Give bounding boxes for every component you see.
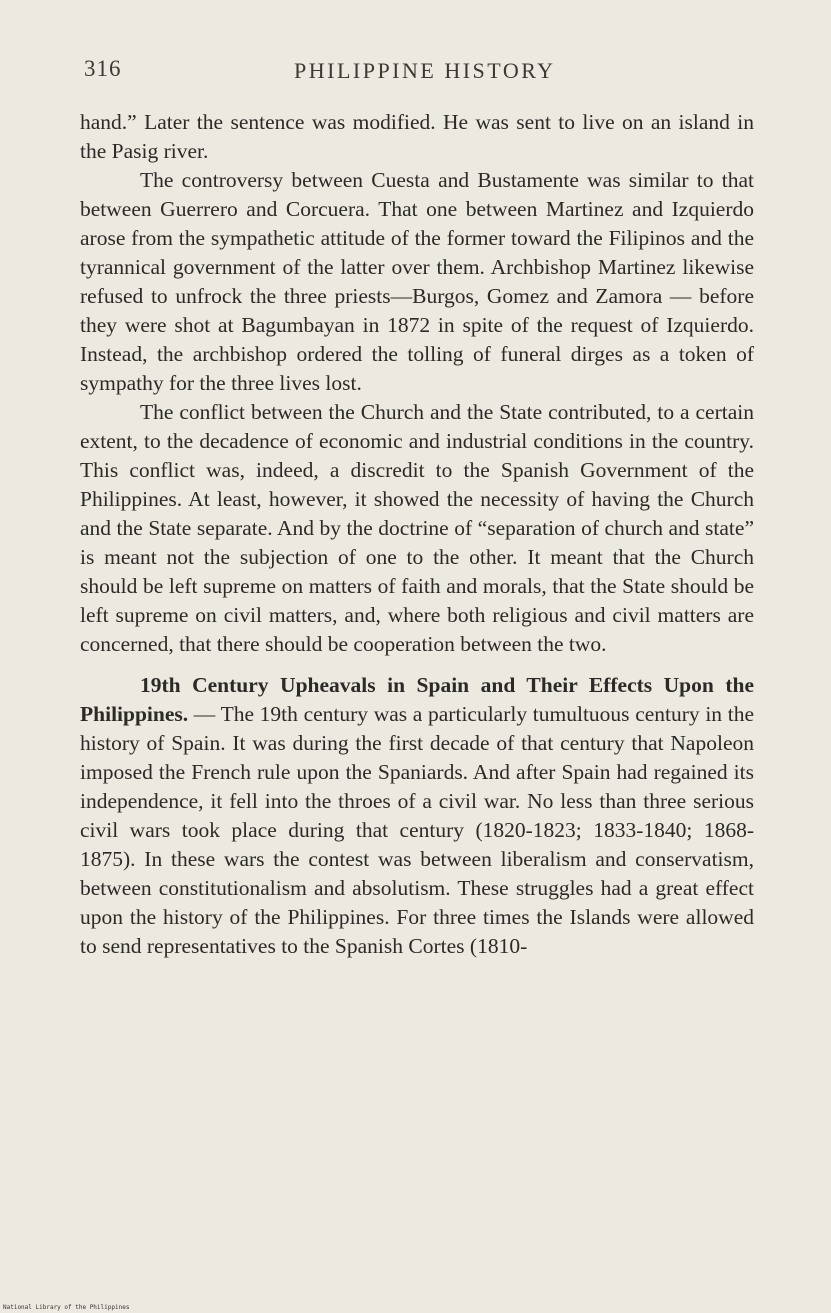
- section-text: — The 19th century was a particularly tumultuous century in the history of Spain. It was during the first decade of that century that Napoleon imposed the French rule upon the Spaniards. And after Spain had regained its independence, it fell into the throes of a civil war. No less than three serious civil wars took place during that century (1820-1823; 1833-1840; 1868-1875). In these wars the contest was between liberalism and conservatism, between constitutionalism and absolutism. These struggles had a great effect upon the history of the Philippines. For three times the Islands were allowed to send representatives to the Spanish Cortes (1810-: [80, 702, 754, 958]
- page-number: 316: [84, 56, 122, 81]
- section-heading: 19th Century Upheavals in Spain and Their Effects Upon the Philippines.: [80, 673, 754, 726]
- body-text: [80, 108, 754, 961]
- section-paragraph: [80, 671, 754, 961]
- page-header: [84, 56, 754, 90]
- library-credit: National Library of the Philippines: [3, 1304, 130, 1311]
- paragraph-continuation: hand.” Later the sentence was modified. He was sent to live on an island in the Pasig river.: [80, 110, 754, 163]
- paragraph-controversy: The controversy between Cuesta and Bustamente was similar to that between Guerrero and Corcuera. That one between Martinez and Izquierdo arose from the sympathetic attitude of the former toward the Filipinos and the tyrannical government of the latter over them. Archbishop Martinez likewise refused to unfrock the three priests—Burgos, Gomez and Zamora — before they were shot at Bagumbayan in 1872 in spite of the request of Izquierdo. Instead, the archbishop ordered the tolling of funeral dirges as a token of sympathy for the three lives lost.: [80, 168, 754, 395]
- running-title: PHILIPPINE HISTORY: [294, 58, 556, 83]
- paragraph-church-state: The conflict between the Church and the State contributed, to a certain extent, to the decadence of economic and industrial conditions in the country. This conflict was, indeed, a discredit to the Spanish Government of the Philippines. At least, however, it showed the necessity of having the Church and the State separate. And by the doctrine of “separation of church and state” is meant not the subjection of one to the other. It meant that the Church should be left supreme on matters of faith and morals, that the State should be left supreme on civil matters, and, where both religious and civil matters are concerned, that there should be cooperation between the two.: [80, 400, 754, 656]
